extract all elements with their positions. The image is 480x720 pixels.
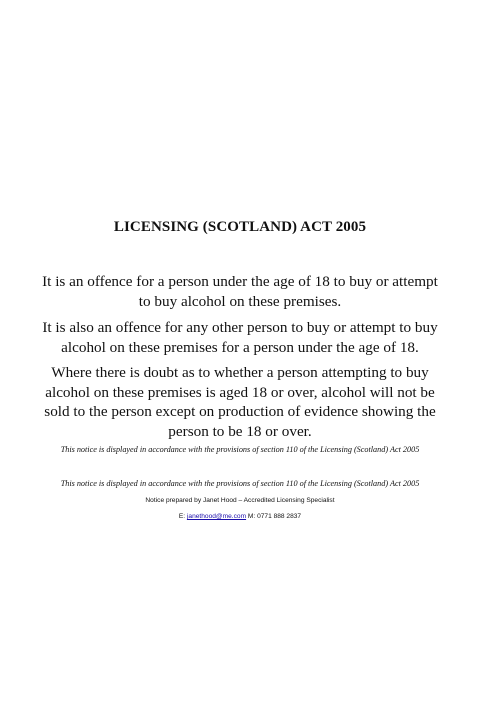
prepared-by-line: Notice prepared by Janet Hood – Accredited Licensing Specialist	[145, 497, 335, 504]
notice-paragraph-evidence: Where there is doubt as to whether a person attempting to buy alcohol on these premises is aged 18 or over, alcohol will not be sold to the person except on production of evidence showing the person to be 18 or over.	[44, 364, 436, 440]
mobile-label: M:	[247, 513, 256, 520]
provision-note-repeat: This notice is displayed in accordance with the provisions of section 110 of the Licensing (Scotland) Act 2005	[60, 479, 420, 488]
email-label: E:	[178, 513, 186, 520]
notice-title: LICENSING (SCOTLAND) ACT 2005	[113, 219, 367, 235]
provision-note: This notice is displayed in accordance with the provisions of section 110 of the Licensing (Scotland) Act 2005	[60, 445, 420, 454]
notice-paragraph-underage: It is an offence for a person under the age of 18 to buy or attempt to buy alcohol on these premises.	[42, 273, 438, 310]
notice-paragraph-proxy: It is also an offence for any other person to buy or attempt to buy alcohol on these premises for a person under the age of 18.	[42, 319, 438, 356]
mobile-number: 0771 888 2837	[257, 513, 302, 520]
email-link[interactable]: janethood@me.com	[186, 513, 247, 520]
contact-line	[0, 513, 480, 520]
